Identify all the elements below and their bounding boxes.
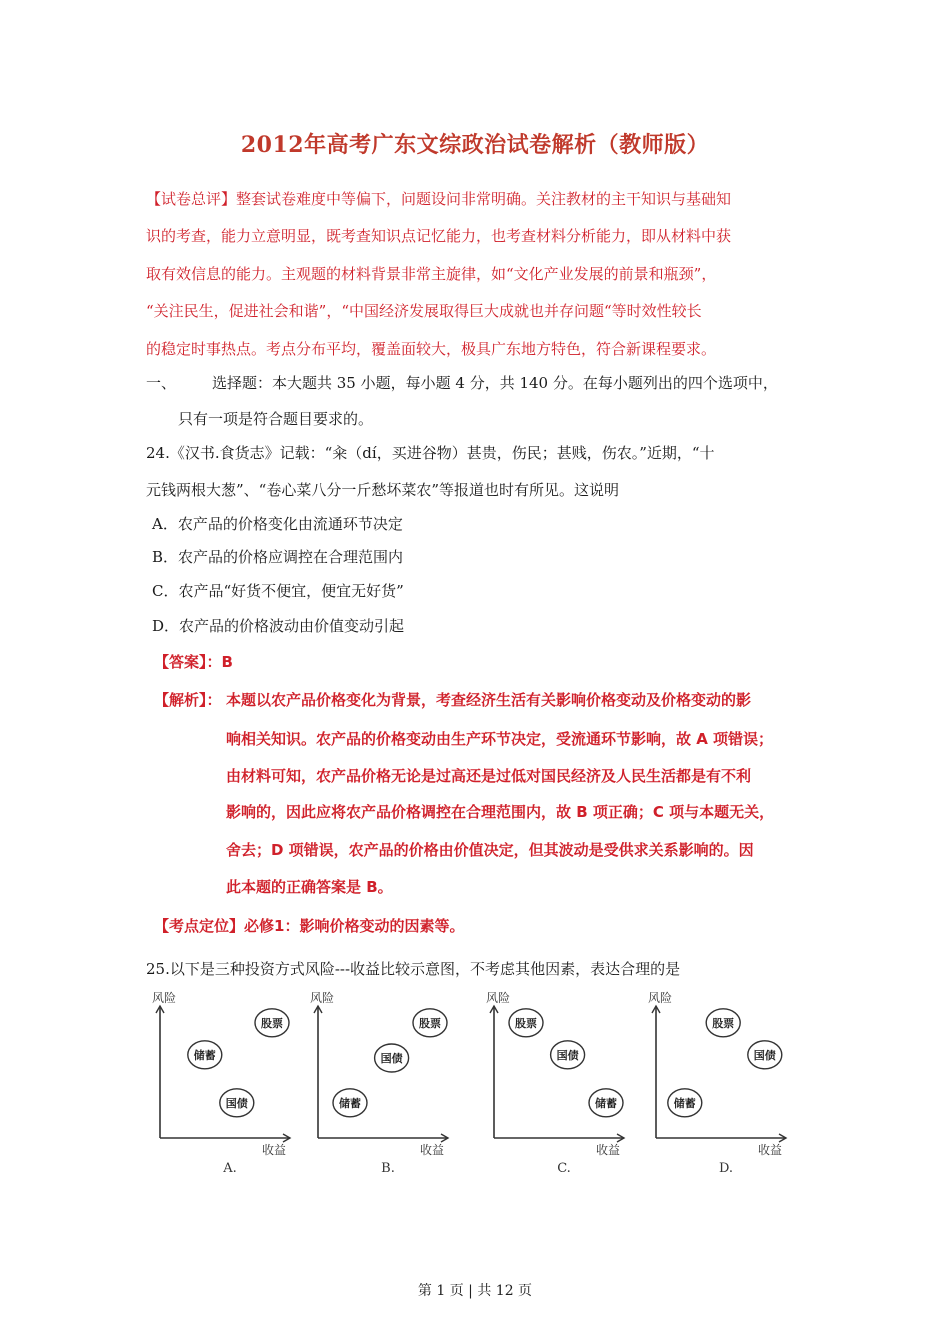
chart-option-label: B. (381, 1161, 395, 1176)
answer: 【答案】：B (154, 653, 233, 671)
point-label: 储蓄 (339, 1096, 361, 1110)
summary-line: “关注民生，促进社会和谐”，“中国经济发展取得巨大成就也并存问题“等时效性较长 (146, 302, 702, 320)
point-label: 国债 (753, 1048, 776, 1062)
question-25-stem: 25.以下是三种投资方式风险---收益比较示意图，不考虑其他因素，表达合理的是 (146, 960, 681, 978)
x-axis-label: 收益 (262, 1143, 287, 1157)
y-axis-label: 风险 (648, 991, 673, 1005)
section-number: 一、 (146, 374, 177, 392)
point-label: 国债 (380, 1052, 403, 1065)
option-a: A．农产品的价格变化由流通环节决定 (152, 515, 403, 533)
x-axis-label: 收益 (596, 1143, 621, 1157)
option-b: B．农产品的价格应调控在合理范围内 (152, 548, 404, 566)
chart-option-label: C. (557, 1161, 571, 1176)
option-d: D．农产品的价格波动由价值变动引起 (152, 617, 405, 635)
chart-b (300, 990, 460, 1180)
analysis-line: 由材料可知，农产品价格无论是过高还是过低对国民经济及人民生活都是有不利 (226, 767, 752, 785)
page-title: 2012年高考广东文综政治试卷解析（教师版） (240, 132, 710, 158)
analysis-line: 本题以农产品价格变化为背景，考查经济生活有关影响价格变动及价格变动的影 (226, 691, 752, 709)
y-axis-label: 风险 (152, 991, 177, 1005)
point-label: 股票 (515, 1016, 537, 1030)
point-label: 股票 (261, 1016, 283, 1030)
chart-option-label: A. (223, 1161, 237, 1176)
chart-a (142, 990, 302, 1180)
analysis-line: 响相关知识。农产品的价格变动由生产环节决定，受流通环节影响，故 A 项错误； (226, 730, 774, 748)
section-instruction: 只有一项是符合题目要求的。 (178, 410, 374, 428)
x-axis-label: 收益 (420, 1143, 445, 1157)
y-axis-label: 风险 (310, 991, 335, 1005)
point-label: 储蓄 (595, 1096, 617, 1110)
question-24-stem: 24.《汉书.食货志》记载：“籴（dí，买进谷物）甚贵，伤民；甚贱，伤农。”近期，“十 (146, 444, 715, 462)
page-footer: 第 1 页 | 共 12 页 (417, 1283, 533, 1299)
analysis-line: 影响的，因此应将农产品价格调控在合理范围内，故 B 项正确；C 项与本题无关， (226, 803, 775, 821)
point-label: 国债 (225, 1096, 248, 1110)
question-24-stem: 元钱两根大葱”、“卷心菜八分一斤愁坏菜农”等报道也时有所见。这说明 (146, 481, 620, 499)
chart-c (476, 990, 636, 1180)
analysis-label: 【解析】： (154, 691, 222, 709)
option-c: C．农产品“好货不便宜，便宜无好货” (152, 582, 404, 600)
analysis-line: 舍去；D 项错误，农产品的价格由价值决定，但其波动是受供求关系影响的。因 (226, 841, 754, 859)
x-axis-label: 收益 (758, 1143, 783, 1157)
chart-option-label: D. (718, 1161, 734, 1176)
point-label: 股票 (712, 1016, 735, 1030)
summary-line: 取有效信息的能力。主观题的材料背景非常主旋律，如“文化产业发展的前景和瓶颈”， (146, 265, 717, 283)
point-label: 股票 (419, 1016, 441, 1030)
point-label: 储蓄 (673, 1096, 696, 1110)
kaodian: 【考点定位】必修1：影响价格变动的因素等。 (154, 917, 465, 935)
summary-line: 【试卷总评】整套试卷难度中等偏下，问题设问非常明确。关注教材的主干知识与基础知 (146, 190, 732, 208)
y-axis-label: 风险 (486, 991, 511, 1005)
point-label: 国债 (556, 1048, 579, 1062)
section-instruction: 选择题：本大题共 35 小题，每小题 4 分，共 140 分。在每小题列出的四个选项中， (212, 374, 778, 392)
summary-line: 识的考查，能力立意明显，既考查知识点记忆能力，也考查材料分析能力，即从材料中获 (146, 227, 732, 245)
point-label: 储蓄 (193, 1048, 216, 1062)
chart-d (638, 990, 798, 1180)
summary-line: 的稳定时事热点。考点分布平均，覆盖面较大，极具广东地方特色，符合新课程要求。 (146, 340, 717, 358)
analysis-line: 此本题的正确答案是 B。 (226, 878, 393, 896)
